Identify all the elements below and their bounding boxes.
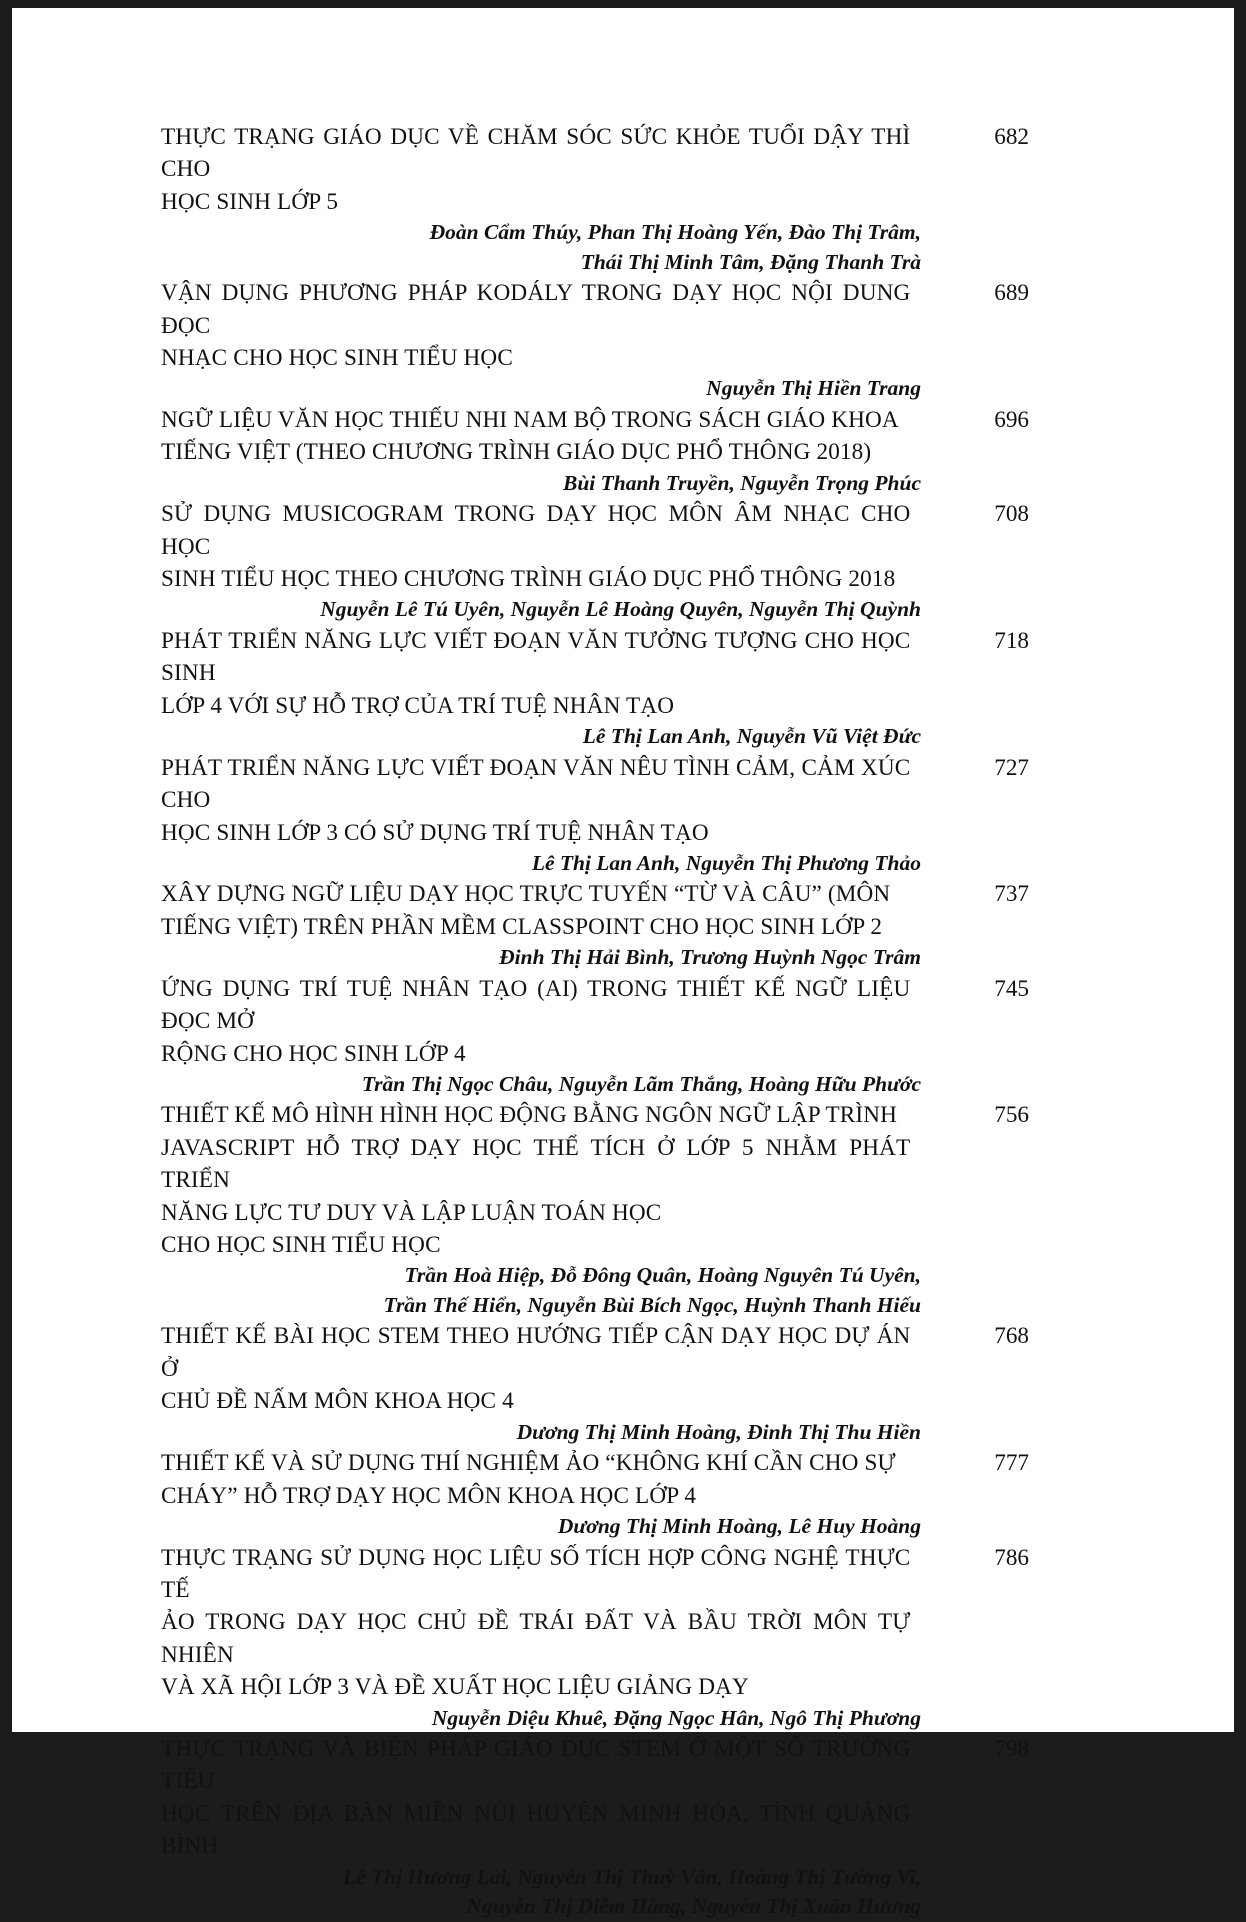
article-authors xyxy=(161,1070,921,1100)
article-title-line: THIẾT KẾ BÀI HỌC STEM THEO HƯỚNG TIẾP CẬN DẠY HỌC DỰ ÁN Ở xyxy=(161,1323,911,1382)
article-title xyxy=(161,1447,910,1512)
author-line: Nguyễn Thị Hiền Trang xyxy=(706,376,921,401)
article-title-line: HỌC SINH LỚP 5 xyxy=(161,188,339,215)
toc-entry-title-row xyxy=(161,878,1061,943)
page-number: 777 xyxy=(994,1450,1029,1477)
author-line: Thái Thị Minh Tâm, Đặng Thanh Trà xyxy=(580,249,921,274)
toc-entry xyxy=(161,277,1061,404)
article-title-line: HỌC TRÊN ĐỊA BÀN MIỀN NÚI HUYỆN MINH HÓA, TỈNH QUẢNG BÌNH xyxy=(161,1800,911,1860)
article-title xyxy=(161,1542,910,1704)
article-title xyxy=(161,1099,910,1261)
toc-entry xyxy=(161,625,1061,752)
author-line: Trần Thị Ngọc Châu, Nguyễn Lãm Thắng, Hoàng Hữu Phước xyxy=(361,1071,921,1096)
article-title-line: PHÁT TRIỂN NĂNG LỰC VIẾT ĐOẠN VĂN TƯỞNG TƯỢNG CHO HỌC SINH xyxy=(161,627,911,687)
author-line: Nguyễn Lê Tú Uyên, Nguyễn Lê Hoàng Quyên, Nguyễn Thị Quỳnh xyxy=(320,597,921,622)
article-title-line: JAVASCRIPT HỖ TRỢ DẠY HỌC THỂ TÍCH Ở LỚP 5 NHẰM PHÁT TRIỂN xyxy=(161,1134,911,1194)
page-number: 708 xyxy=(994,501,1029,528)
article-title-line: TIẾNG VIỆT (THEO CHƯƠNG TRÌNH GIÁO DỤC PHỔ THÔNG 2018) xyxy=(161,439,872,466)
page-number: 696 xyxy=(994,406,1029,433)
toc-entry-title-row xyxy=(161,277,1061,374)
toc-entry-title-row xyxy=(161,1542,1061,1704)
article-title-line: CHO HỌC SINH TIỂU HỌC xyxy=(161,1232,441,1259)
article-title xyxy=(161,1320,910,1417)
author-line: Bùi Thanh Truyền, Nguyễn Trọng Phúc xyxy=(562,470,921,495)
article-title xyxy=(161,498,910,595)
article-authors xyxy=(161,1418,921,1448)
author-line: Đinh Thị Hải Bình, Trương Huỳnh Ngọc Trâm xyxy=(499,945,921,970)
page-number: 756 xyxy=(994,1102,1029,1129)
author-line: Nguyễn Thị Diễm Hằng, Nguyễn Thị Xuân Hương xyxy=(466,1894,921,1919)
article-title-line: ỨNG DỤNG TRÍ TUỆ NHÂN TẠO (AI) TRONG THIẾT KẾ NGỮ LIỆU ĐỌC MỞ xyxy=(161,975,911,1035)
author-line: Lê Thị Lan Anh, Nguyễn Vũ Việt Đức xyxy=(582,724,921,749)
article-title xyxy=(161,1733,910,1863)
article-authors xyxy=(161,1863,921,1922)
page-number: 737 xyxy=(994,881,1029,908)
article-title-line: RỘNG CHO HỌC SINH LỚP 4 xyxy=(161,1040,466,1067)
author-line: Dương Thị Minh Hoàng, Đinh Thị Thu Hiền xyxy=(516,1419,921,1444)
toc-entry xyxy=(161,121,1061,277)
page-number: 768 xyxy=(994,1323,1029,1350)
article-title xyxy=(161,404,910,469)
author-line: Dương Thị Minh Hoàng, Lê Huy Hoàng xyxy=(557,1514,921,1538)
author-line: Nguyễn Diệu Khuê, Đặng Ngọc Hân, Ngô Thị Phương xyxy=(431,1705,921,1730)
article-authors xyxy=(161,374,921,404)
article-title-line: XÂY DỰNG NGỮ LIỆU DẠY HỌC TRỰC TUYẾN “TỪ VÀ CÂU” (MÔN xyxy=(161,881,891,908)
page-number: 786 xyxy=(994,1544,1029,1571)
page-number: 718 xyxy=(994,627,1029,654)
article-title-line: LỚP 4 VỚI SỰ HỖ TRỢ CỦA TRÍ TUỆ NHÂN TẠO xyxy=(161,692,675,719)
article-authors xyxy=(161,943,921,973)
table-of-contents xyxy=(161,121,1061,1922)
article-title xyxy=(161,121,910,218)
article-authors xyxy=(161,595,921,625)
article-authors xyxy=(161,849,921,879)
toc-entry-title-row xyxy=(161,1733,1061,1863)
author-line: Đoàn Cẩm Thúy, Phan Thị Hoàng Yến, Đào Thị Trâm, xyxy=(429,220,921,245)
article-authors xyxy=(161,1512,921,1542)
page-number: 798 xyxy=(994,1736,1029,1763)
article-title-line: CHỦ ĐỀ NẤM MÔN KHOA HỌC 4 xyxy=(161,1388,514,1415)
article-title-line: NĂNG LỰC TƯ DUY VÀ LẬP LUẬN TOÁN HỌC xyxy=(161,1199,662,1226)
document-page xyxy=(12,8,1234,1919)
toc-entry xyxy=(161,404,1061,498)
toc-entry-title-row xyxy=(161,498,1061,595)
article-title-line: ẢO TRONG DẠY HỌC CHỦ ĐỀ TRÁI ĐẤT VÀ BẦU TRỜI MÔN TỰ NHIÊN xyxy=(161,1609,911,1668)
article-title-line: VÀ XÃ HỘI LỚP 3 VÀ ĐỀ XUẤT HỌC LIỆU GIẢNG DẠY xyxy=(161,1674,749,1701)
author-line: Lê Thị Hương Lài, Nguyễn Thị Thuỳ Vân, Hoàng Thị Tường Vi, xyxy=(342,1864,921,1889)
author-line: Trần Thế Hiển, Nguyễn Bùi Bích Ngọc, Huỳnh Thanh Hiếu xyxy=(383,1292,921,1317)
article-title xyxy=(161,752,910,849)
article-title xyxy=(161,625,910,722)
toc-entry xyxy=(161,1320,1061,1447)
article-title xyxy=(161,878,910,943)
toc-entry xyxy=(161,1099,1061,1320)
toc-entry xyxy=(161,878,1061,972)
article-title-line: VẬN DỤNG PHƯƠNG PHÁP KODÁLY TRONG DẠY HỌC NỘI DUNG ĐỌC xyxy=(161,280,911,339)
page-number: 682 xyxy=(994,124,1029,150)
toc-entry-title-row xyxy=(161,1447,1061,1512)
article-title-line: TIẾNG VIỆT) TRÊN PHẦN MỀM CLASSPOINT CHO HỌC SINH LỚP 2 xyxy=(161,913,883,940)
toc-entry xyxy=(161,498,1061,625)
article-title-line: THIẾT KẾ VÀ SỬ DỤNG THÍ NGHIỆM ẢO “KHÔNG KHÍ CẦN CHO SỰ xyxy=(161,1450,896,1477)
toc-entry-title-row xyxy=(161,1099,1061,1261)
article-title-line: NHẠC CHO HỌC SINH TIỂU HỌC xyxy=(161,345,513,372)
page-number: 689 xyxy=(994,280,1029,307)
toc-entry-title-row xyxy=(161,973,1061,1070)
article-title xyxy=(161,973,910,1070)
article-title-line: THỰC TRẠNG VÀ BIỆN PHÁP GIÁO DỤC STEM Ở MỘT SỐ TRƯỜNG TIỂU xyxy=(161,1736,911,1795)
article-title-line: THIẾT KẾ MÔ HÌNH HÌNH HỌC ĐỘNG BẰNG NGÔN NGỮ LẬP TRÌNH xyxy=(161,1102,898,1129)
article-title-line: THỰC TRẠNG GIÁO DỤC VỀ CHĂM SÓC SỨC KHỎE TUỔI DẬY THÌ CHO xyxy=(161,124,911,183)
toc-entry-title-row xyxy=(161,625,1061,722)
article-authors xyxy=(161,722,921,752)
article-title-line: THỰC TRẠNG SỬ DỤNG HỌC LIỆU SỐ TÍCH HỢP CÔNG NGHỆ THỰC TẾ xyxy=(161,1544,911,1603)
toc-entry-title-row xyxy=(161,121,1061,218)
article-authors xyxy=(161,1261,921,1320)
article-authors xyxy=(161,1704,921,1734)
toc-entry-title-row xyxy=(161,752,1061,849)
page-number: 745 xyxy=(994,975,1029,1002)
article-title-line: CHÁY” HỖ TRỢ DẠY HỌC MÔN KHOA HỌC LỚP 4 xyxy=(161,1482,697,1509)
author-line: Trần Hoà Hiệp, Đỗ Đông Quân, Hoàng Nguyên Tú Uyên, xyxy=(404,1263,921,1288)
article-title-line: HỌC SINH LỚP 3 CÓ SỬ DỤNG TRÍ TUỆ NHÂN TẠO xyxy=(161,819,709,846)
toc-entry xyxy=(161,1733,1061,1922)
author-line: Lê Thị Lan Anh, Nguyễn Thị Phương Thảo xyxy=(531,850,921,875)
toc-entry xyxy=(161,973,1061,1100)
article-authors xyxy=(161,218,921,277)
article-title-line: NGỮ LIỆU VĂN HỌC THIẾU NHI NAM BỘ TRONG SÁCH GIÁO KHOA xyxy=(161,406,899,433)
article-title-line: PHÁT TRIỂN NĂNG LỰC VIẾT ĐOẠN VĂN NÊU TÌNH CẢM, CẢM XÚC CHO xyxy=(161,754,911,814)
toc-entry xyxy=(161,1447,1061,1541)
article-title-line: SINH TIỂU HỌC THEO CHƯƠNG TRÌNH GIÁO DỤC PHỔ THÔNG 2018 xyxy=(161,566,896,593)
page-number: 727 xyxy=(994,754,1029,781)
article-title-line: SỬ DỤNG MUSICOGRAM TRONG DẠY HỌC MÔN ÂM NHẠC CHO HỌC xyxy=(161,501,911,560)
article-title xyxy=(161,277,910,374)
toc-entry-title-row xyxy=(161,1320,1061,1417)
article-authors xyxy=(161,469,921,499)
toc-entry-title-row xyxy=(161,404,1061,469)
toc-entry xyxy=(161,752,1061,879)
toc-entry xyxy=(161,1542,1061,1734)
